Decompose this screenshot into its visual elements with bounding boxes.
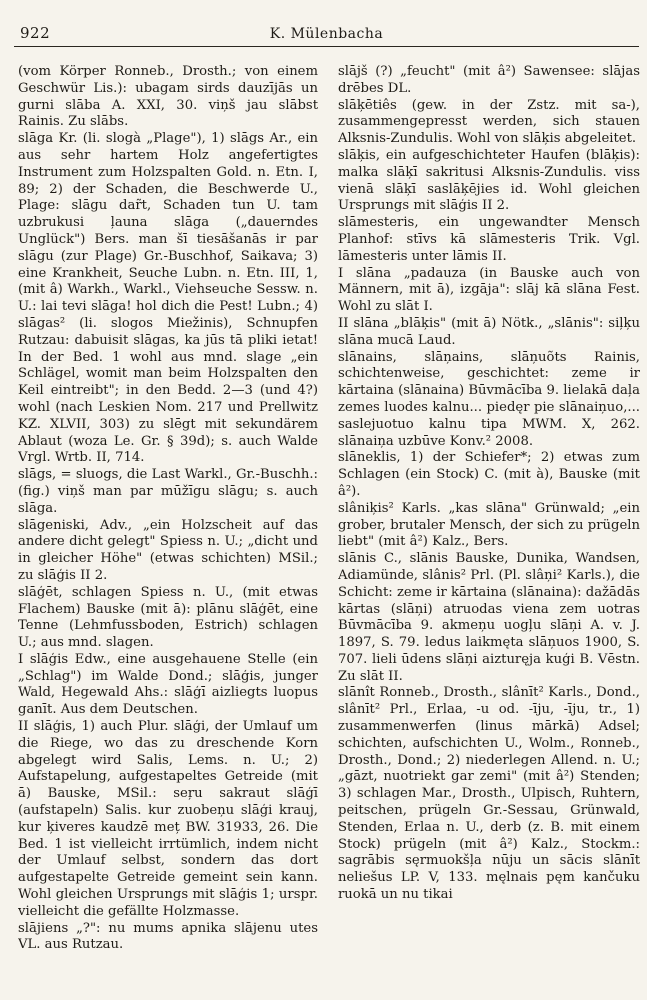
dictionary-entry: slājiens „?": nu mums apnika slājenu utes VL. aus Rutzau.	[18, 920, 318, 953]
dictionary-entry: II slāģis, 1) auch Plur. slāģi, der Umlauf um die Riege, wo das zu dreschende Korn abgelegt wird Salis, Lems. n. U.; 2) Aufstapelung, aufgestapeltes Getreide (mit ā) Bauske, MSil.: seŗu sakraut slāģī (aufstapeln) Salis. kur zuobeņu slāģi krauj, kur ķiveres kaudzē meț BW. 31933, 26. Die Bed. 1 ist vielleicht irrtümlich, indem nicht der Umlauf selbst, sondern das dort aufgestapelte Getreide gemeint sein kann. Wohl gleichen Ursprungs mit slāģis 1; urspr. vielleicht die gefällte Holzmasse.	[18, 719, 318, 919]
dictionary-entry: slānains, slāņains, slāņuõts Rainis, schichtenweise, geschichtet: zeme ir kārtaina (slānaina) Būvmācība 9. lielakā daļa zemes luodes kalnu... piedęr pie slānaiņuo,... saslejuotuo kalnu tipa MWM. X, 262. slānaiņa uzbūve Konv.² 2008.	[338, 349, 640, 449]
dictionary-entry: slānît Ronneb., Drosth., slânīt² Karls., Dond., slânīt² Prl., Erlaa, -u od. -īju, -īju, tr., 1) zusammenwerfen (linus mārkā) Adsel; schichten, aufschichten U., Wolm., Ronneb., Drosth., Dond.; 2) niederlegen Allend. n. U.; „gāzt, nuotriekt gar zemi" (mit â²) Stenden; 3) schlagen Mar., Drosth., Ulpisch, Ruhtern, peitschen, prügeln Gr.-Sessau, Grünwald, Stenden, Erlaa n. U., derb (z. B. mit einem Stock) prügeln (mit â²) Kalz., Stockm.: sagrābis sęrmuokšļa nūju un sācis slānīt neliešus LP. V, 133. męlnais pęm kančuku ruokā un nu tikai	[338, 685, 640, 903]
dictionary-entry: slāneklis, 1) der Schiefer*; 2) etwas zum Schlagen (ein Stock) C. (mit à), Bauske (mit â²).	[338, 450, 640, 499]
dictionary-entry: slāģēt, schlagen Spiess n. U., (mit etwas Flachem) Bauske (mit ā): plānu slāģēt, eine Tenne (Lehmfussboden, Estrich) schlagen U.; aus mnd. slagen.	[18, 584, 318, 651]
dictionary-entry: slāķētiês (gew. in der Zstz. mit sa-), zusammengepresst werden, sich stauen Alksnis-Zundulis. Wohl von slāķis abgeleitet.	[338, 97, 640, 147]
dictionary-entry: I slāna „padauza (in Bauske auch von Männern, mit ā), izgāja": slāj kā slāna Fest. Wohl zu slāt I.	[338, 265, 640, 315]
dictionary-entry: slāgs, = sluogs, die Last Warkl., Gr.-Buschh.: (fig.) viņš man par mūžīgu slāgu; s. auch slāga.	[18, 467, 318, 516]
dictionary-entry: slānis C., slānis Bauske, Dunika, Wandsen, Adiamünde, slânis² Prl. (Pl. slâņi² Karls.), die Schicht: zeme ir kārtaina (slānaina): dažādās kārtas (slāņi) atruodas viena zem uotras Būvmācība 9. akmeņu uogļu slāņi A. v. J. 1897, S. 79. ledus laikmęta slāņuos 1900, S. 707. lieli ūdens slāņi aizturęja kuģi B. Vēstn. Zu slāt II.	[338, 551, 640, 684]
dictionary-entry: slāgeniski, Adv., „ein Holzscheit auf das andere dicht gelegt" Spiess n. U.; „dicht und in gleicher Höhe" (etwas schichten) MSil.; zu slāģis II 2.	[18, 517, 318, 583]
dictionary-entry: slāga Kr. (li. slogà „Plage"), 1) slāgs Ar., ein aus sehr hartem Holz angefertigtes Instrument zum Holzspalten Gold. n. Etn. I, 89; 2) der Schaden, die Beschwerde U., Plage: slāgu dar̃t, Schaden tun U. tam uzbrukusi ļauna slāga („dauerndes Unglück") Bers. man šī tiesāšanās ir par slāgu (zur Plage) Gr.-Buschhof, Saikava; 3) eine Krankheit, Seuche Lubn. n. Etn. III, 1, (mit â) Warkh., Warkl., Viehseuche Sessw. n. U.: lai tevi slāga! hol dich die Pest! Lubn.; 4) slāgas² (li. slogos Miežinis), Schnupfen Rutzau: dabuisit slāgas, ka jūs tā pliki ietat! In der Bed. 1 wohl aus mnd. slage „ein Schlägel, womit man beim Holzspalten den Keil eintreibt"; in den Bedd. 2—3 (und 4?) wohl (nach Leskien Nom. 217 und Prellwitz KZ. XLVII, 303) zu slēgt mit sekundärem Ablaut (woza Le. Gr. § 39d); s. auch Walde Vrgl. Wrtb. II, 714.	[18, 131, 318, 466]
page-header	[14, 24, 639, 47]
running-title: K. Mülenbacha	[269, 26, 384, 42]
page-number: 922	[20, 24, 51, 42]
right-column	[338, 64, 640, 986]
dictionary-entry: slāmesteris, ein ungewandter Mensch Planhof: stīvs kā slāmesteris Trik. Vgl. lāmesteris unter lāmis II.	[338, 215, 640, 264]
dictionary-entry: (vom Körper Ronneb., Drosth.; von einem Geschwür Lis.): ubagam sirds dauzījās un gurni slāba A. XXI, 30. viņš jau slābst Rainis. Zu slābs.	[18, 64, 318, 130]
dictionary-entry: slājš (?) „feucht" (mit â²) Sawensee: slājas drēbes DL.	[338, 64, 640, 96]
dictionary-entry: I slāģis Edw., eine ausgehauene Stelle (ein „Schlag") im Walde Dond.; slāģis, junger Wald, Hegewald Ahs.: slāģī aizliegts luopus ganīt. Aus dem Deutschen.	[18, 651, 318, 718]
dictionary-entry: II slāna „blāķis" (mit ā) Nötk., „slānis": siļķu slāna mucā Laud.	[338, 315, 640, 348]
dictionary-entry: slāķis, ein aufgeschichteter Haufen (blāķis): malka slāķī sakritusi Alksnis-Zundulis. viss vienā slāķī saslāķējies id. Wohl gleichen Ursprungs mit slāģis II 2.	[338, 147, 640, 214]
left-column	[18, 64, 318, 986]
dictionary-entry: slâniķis² Karls. „kas slāna" Grünwald; „ein grober, brutaler Mensch, der sich zu prügeln liebt" (mit â²) Kalz., Bers.	[338, 500, 640, 550]
